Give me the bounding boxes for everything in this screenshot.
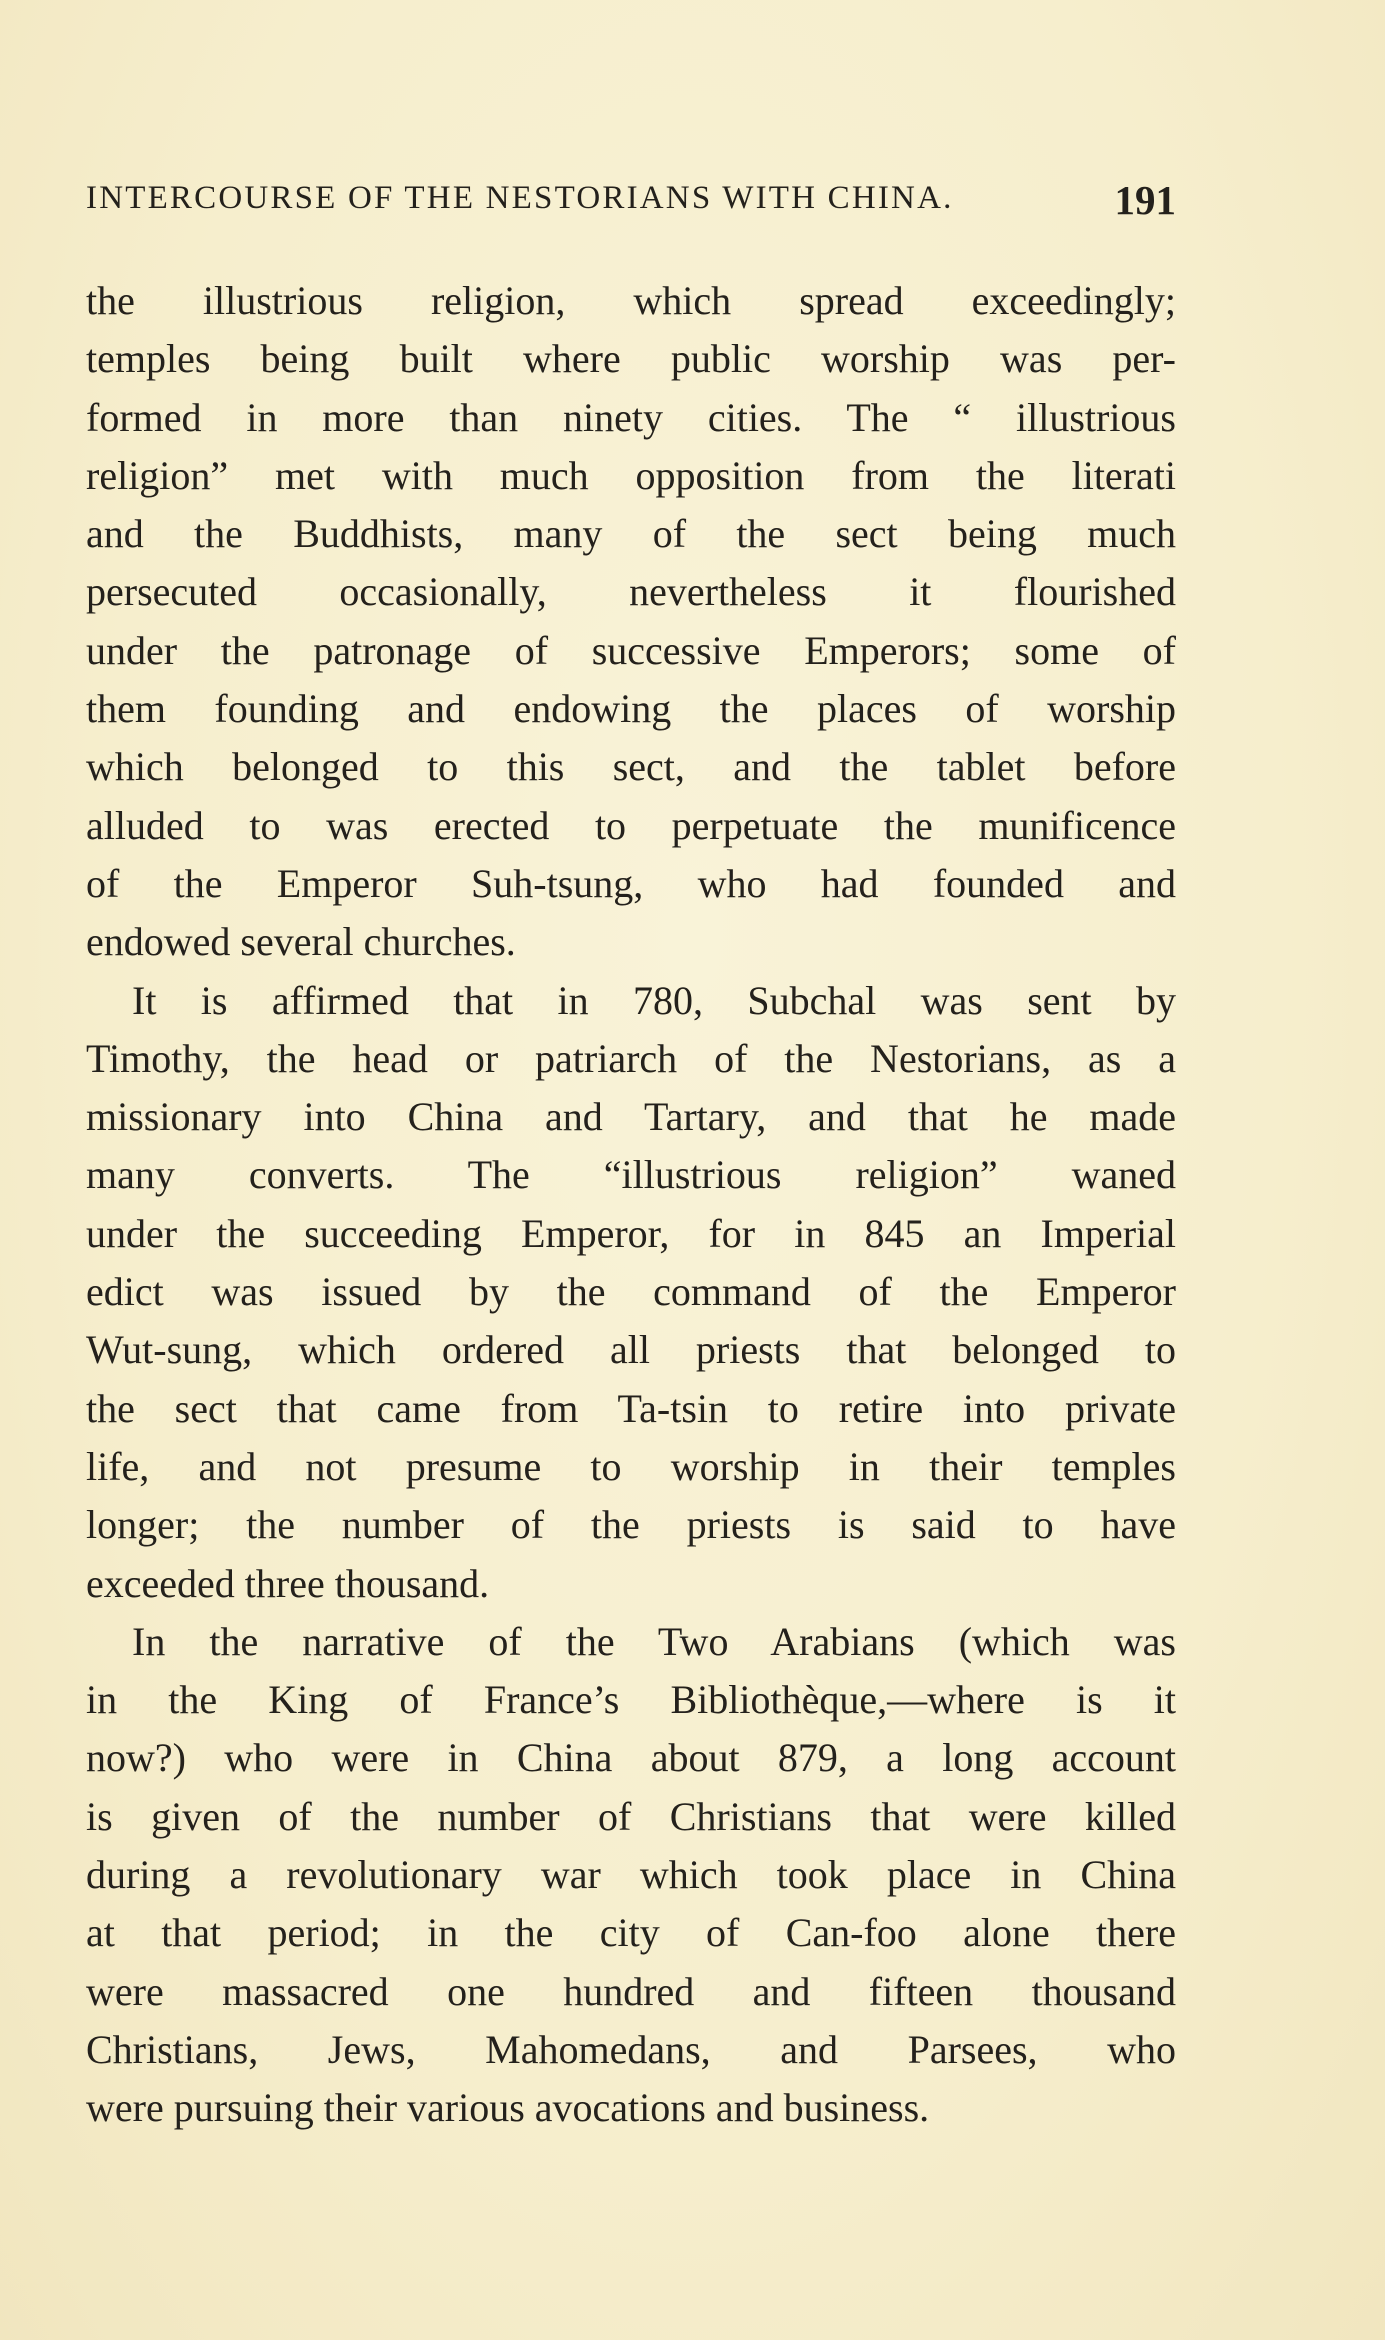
text-line: which belonged to this sect, and the tablet before	[86, 744, 1176, 790]
text-line: exceeded three thousand.	[86, 1560, 490, 1606]
text-line: the sect that came from Ta-tsin to retire into private	[86, 1385, 1176, 1431]
text-line: life, and not presume to worship in their temples	[86, 1443, 1176, 1489]
text-line: in the King of France’s Bibliothèque,—where is it	[86, 1677, 1176, 1723]
paragraph	[86, 1613, 1176, 2138]
text-line: under the patronage of successive Emperors; some of	[86, 627, 1176, 673]
text-line: Christians, Jews, Mahomedans, and Parsees, who	[86, 2026, 1176, 2072]
text-line: formed in more than ninety cities. The “ illustrious	[86, 394, 1176, 440]
text-line: is given of the number of Christians that were killed	[86, 1793, 1176, 1839]
text-line: were massacred one hundred and fifteen thousand	[86, 1968, 1176, 2014]
text-line: during a revolutionary war which took place in China	[86, 1852, 1176, 1898]
text-line: the illustrious religion, which spread exceedingly;	[86, 278, 1176, 323]
text-line: under the succeeding Emperor, for in 845 an Imperial	[86, 1210, 1176, 1256]
text-line: In the narrative of the Two Arabians (which was	[132, 1618, 1176, 1664]
text-line: longer; the number of the priests is said to have	[86, 1502, 1176, 1548]
text-line: missionary into China and Tartary, and that he made	[86, 1094, 1176, 1140]
text-line: persecuted occasionally, nevertheless it flourished	[86, 569, 1176, 615]
text-line: were pursuing their various avocations and business.	[86, 2085, 930, 2131]
text-line: many converts. The “illustrious religion” waned	[86, 1152, 1176, 1198]
text-line: now?) who were in China about 879, a long account	[86, 1735, 1176, 1781]
text-line: at that period; in the city of Can-foo alone there	[86, 1910, 1176, 1956]
text-line: It is affirmed that in 780, Subchal was sent by	[132, 977, 1176, 1023]
text-line: alluded to was erected to perpetuate the munificence	[86, 802, 1176, 848]
text-line: and the Buddhists, many of the sect being much	[86, 511, 1176, 557]
running-head	[86, 176, 1176, 236]
text-line: endowed several churches.	[86, 919, 516, 965]
text-line: temples being built where public worship was per-	[86, 336, 1176, 382]
text-line: them founding and endowing the places of worship	[86, 686, 1176, 732]
text-line: Timothy, the head or patriarch of the Nestorians, as a	[86, 1035, 1176, 1081]
text-line: religion” met with much opposition from the literati	[86, 452, 1176, 498]
body-text	[86, 272, 1176, 2138]
text-line: of the Emperor Suh-tsung, who had founded and	[86, 860, 1176, 906]
running-title: INTERCOURSE OF THE NESTORIANS WITH CHINA.	[86, 180, 954, 216]
text-line: Wut-sung, which ordered all priests that belonged to	[86, 1327, 1176, 1373]
paragraph	[86, 972, 1176, 1613]
page-number: 191	[1114, 177, 1176, 223]
text-line: edict was issued by the command of the Emperor	[86, 1269, 1176, 1315]
paragraph	[86, 272, 1176, 972]
